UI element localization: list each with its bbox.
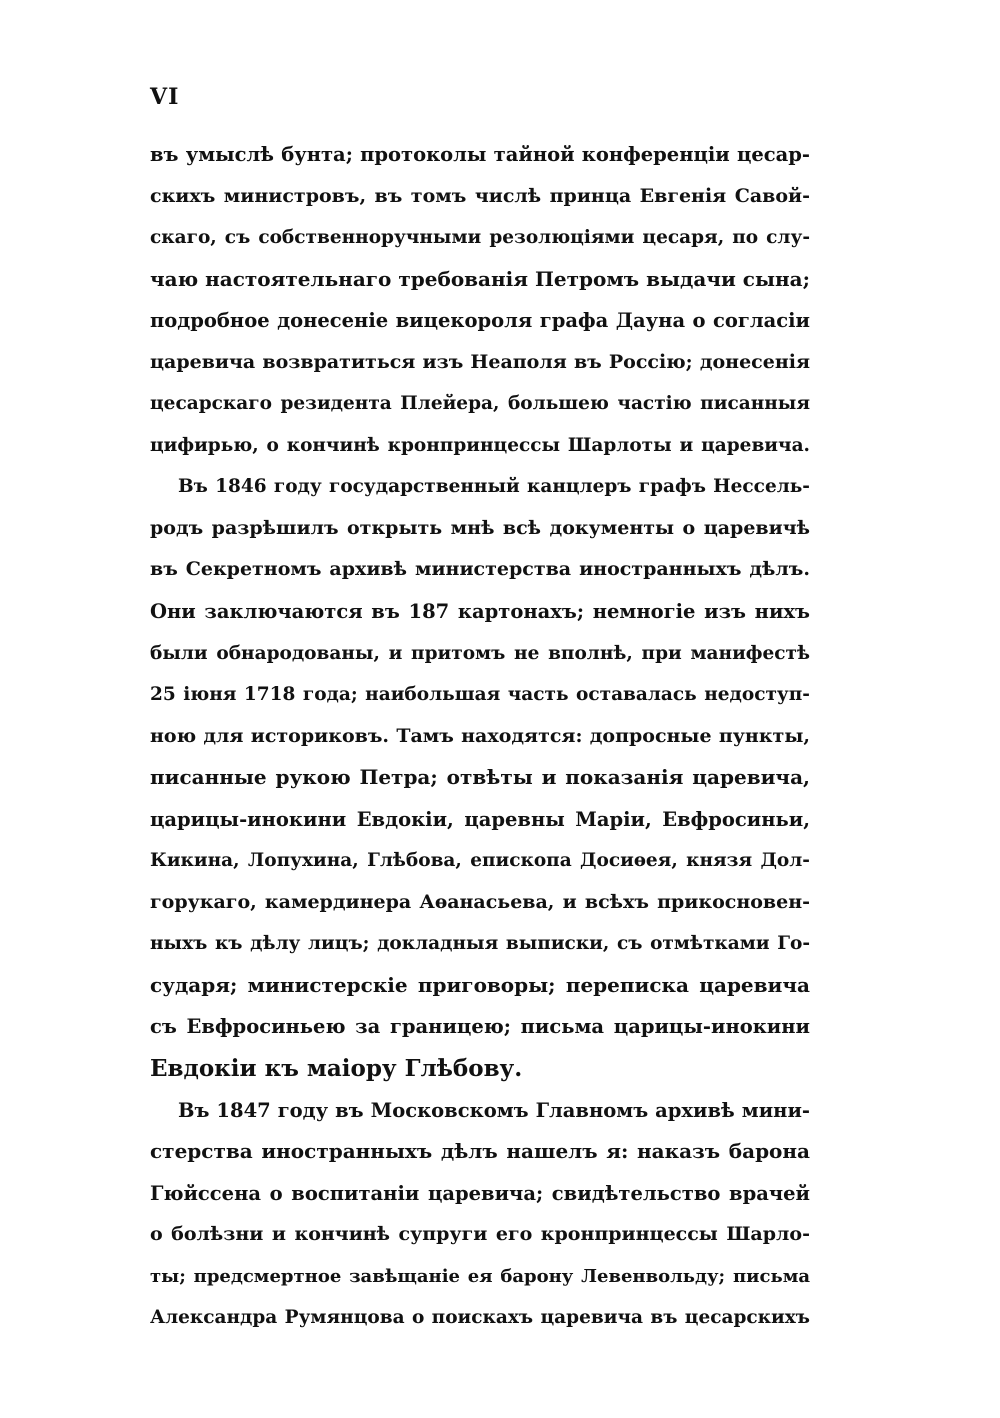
text-line: ты; предсмертное завѣщаніе ея барону Левенвольду; письма	[150, 1265, 810, 1287]
text-line: чаю настоятельнаго требованія Петромъ выдачи сына;	[150, 266, 810, 291]
text-line: Евдокіи къ маіору Глѣбову.	[150, 1055, 523, 1083]
text-line: Гюйссена о воспитаніи царевича; свидѣтельство врачей	[150, 1181, 810, 1205]
page-number: VI	[150, 84, 180, 110]
text-line: въ умыслѣ бунта; протоколы тайной конференціи цесар-	[150, 143, 810, 166]
text-line: Александра Румянцова о поискахъ царевича въ цесарскихъ	[150, 1307, 810, 1329]
text-line: въ Секретномъ архивѣ министерства иностранныхъ дѣлъ.	[150, 558, 810, 581]
paragraph-2	[150, 466, 810, 1089]
text-line: горукаго, камердинера Аѳанасьева, и всѣхъ прикосновен-	[150, 890, 810, 913]
paragraph-3	[150, 1090, 810, 1339]
paragraph-1	[150, 134, 810, 466]
text-line: 25 іюня 1718 года; наибольшая часть оставалась недоступ-	[150, 684, 810, 706]
text-line: родъ разрѣшилъ открыть мнѣ всѣ документы о царевичѣ	[150, 516, 810, 539]
text-line: писанные рукою Петра; отвѣты и показанія царевича,	[150, 765, 810, 790]
text-line: Въ 1846 году государственный канцлеръ графъ Нессель-	[178, 476, 810, 498]
text-line: ною для историковъ. Тамъ находятся: допросные пункты,	[150, 724, 810, 747]
text-line: скихъ министровъ, въ томъ числѣ принца Евгенія Савой-	[150, 184, 810, 207]
text-line: Кикина, Лопухина, Глѣбова, епископа Досиѳея, князя Дол-	[150, 850, 810, 872]
text-line: ныхъ къ дѣлу лицъ; докладныя выписки, съ отмѣтками Го-	[150, 933, 810, 955]
text-line: стерства иностранныхъ дѣлъ нашелъ я: наказъ барона	[150, 1139, 810, 1164]
text-line: были обнародованы, и притомъ не вполнѣ, при манифестѣ	[150, 642, 810, 664]
text-line: скаго, съ собственноручными резолюціями цесаря, по слу-	[150, 227, 810, 249]
text-line: съ Евфросиньею за границею; письма царицы-инокини	[150, 1015, 810, 1039]
body-text	[150, 134, 810, 1339]
text-line: подробное донесеніе вицекороля графа Дауна о согласіи	[150, 309, 810, 333]
text-line: цесарскаго резидента Плейера, большею частію писанныя	[150, 393, 810, 415]
text-line: о болѣзни и кончинѣ супруги его кронпринцессы Шарло-	[150, 1223, 810, 1246]
text-line: цифирью, о кончинѣ кронпринцессы Шарлоты и царевича.	[150, 434, 810, 456]
text-line: Они заключаются въ 187 картонахъ; немногіе изъ нихъ	[150, 600, 810, 624]
text-line: царевича возвратиться изъ Неаполя въ Россію; донесенія	[150, 350, 810, 373]
text-line: сударя; министерскіе приговоры; переписка царевича	[150, 972, 810, 997]
text-line: царицы-инокини Евдокіи, царевны Маріи, Евфросиньи,	[150, 807, 810, 831]
text-line: Въ 1847 году въ Московскомъ Главномъ архивѣ мини-	[178, 1098, 810, 1122]
